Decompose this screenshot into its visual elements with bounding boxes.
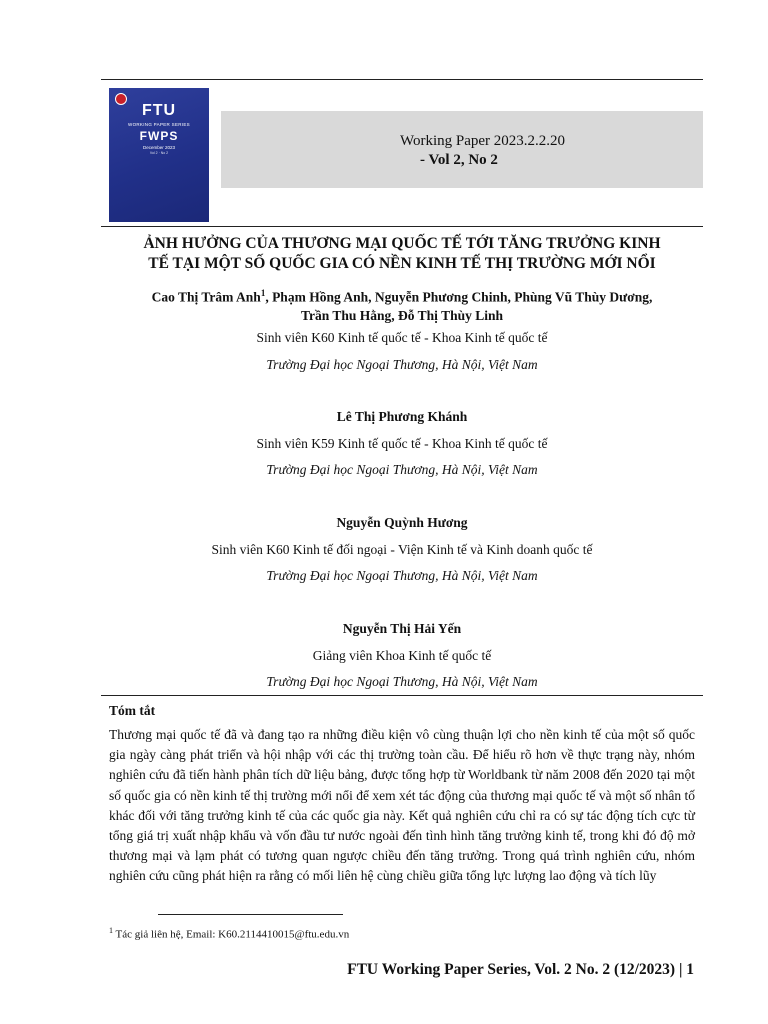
title-line: ẢNH HƯỞNG CỦA THƯƠNG MẠI QUỐC TẾ TỚI TĂNG TRƯỞNG KINH [143, 235, 661, 252]
author-list [101, 284, 703, 325]
author-name: Lê Thị Phương Khánh [336, 409, 468, 424]
author-name: Nguyễn Thị Hải Yến [342, 621, 462, 636]
affiliation-role: Sinh viên K59 Kinh tế quốc tế - Khoa Kinh tế quốc tế [256, 436, 548, 451]
first-author: Cao Thị Trâm Anh [151, 289, 261, 305]
footnote [109, 926, 349, 941]
page-footer: FTU Working Paper Series, Vol. 2 No. 2 (12/2023) | 1 [347, 961, 694, 978]
cover-series: WORKING PAPER SERIES [128, 122, 190, 127]
header-top-rule [101, 79, 703, 80]
author-line: Trần Thu Hằng, Đỗ Thị Thùy Linh [301, 307, 503, 323]
working-paper-number: Working Paper 2023.2.2.20 [400, 133, 566, 149]
header-bottom-rule [101, 226, 703, 227]
abstract-heading: Tóm tắt [109, 703, 156, 718]
affiliation-university: Trường Đại học Ngoại Thương, Hà Nội, Việt Nam [266, 357, 538, 372]
author-line [101, 284, 703, 307]
cover-volume: Vol 2 · No 2 [149, 151, 169, 155]
co-authors: , Phạm Hồng Anh, Nguyễn Phương Chinh, Phùng Vũ Thùy Dương, [265, 289, 653, 305]
cover-date: December 2023 [142, 145, 176, 150]
working-paper-box [221, 111, 703, 188]
affiliation-university: Trường Đại học Ngoại Thương, Hà Nội, Việt Nam [266, 674, 538, 689]
footnote-marker: 1 [260, 288, 266, 298]
author-name: Nguyễn Quỳnh Hương [336, 515, 468, 530]
cover-title: FTU [141, 102, 177, 119]
title-line: TẾ TẠI MỘT SỐ QUỐC GIA CÓ NỀN KINH TẾ THỊ TRƯỜNG MỚI NỔI [148, 255, 656, 272]
working-paper-volume: - Vol 2, No 2 [420, 152, 498, 168]
affiliation-role: Sinh viên K60 Kinh tế đối ngoại - Viện Kinh tế và Kinh doanh quốc tế [211, 542, 593, 557]
footnote-marker: 1 [109, 926, 113, 935]
abstract-body: Thương mại quốc tế đã và đang tạo ra những điều kiện vô cùng thuận lợi cho nền kinh tế của một số quốc gia ngày càng phát triển và hội nhập với các thị trường toàn cầu. Để hiểu rõ hơn về thực trạng này, nhóm nghiên cứu đã tiến hành phân tích dữ liệu bảng, được tổng hợp từ Worldbank từ năm 2008 đến 2020 tại một số quốc gia có nền kinh tế thị trường mới nổi để xem xét tác động của thương mại quốc tế và một số nhân tố khác đối với tăng trưởng kinh tế của các quốc gia này. Kết quả nghiên cứu chỉ ra có sự tác động tích cực từ tổng giá trị xuất nhập khẩu và vốn đầu tư nước ngoài đến tình hình tăng trưởng kinh tế, trong khi đó độ mở thương mại và lạm phát có tương quan ngược chiều đến tăng trưởng. Trong quá trình nghiên cứu, nhóm nghiên cứu cũng phát hiện ra rằng có mối liên hệ cùng chiều giữa tổng lực lượng lao động và tích lũy [109, 727, 695, 884]
affiliation-university: Trường Đại học Ngoại Thương, Hà Nội, Việt Nam [266, 462, 538, 477]
abstract-rule [101, 695, 703, 696]
cover-acronym: FWPS [139, 129, 179, 143]
footnote-text: Tác giả liên hệ, Email: K60.2114410015@ftu.edu.vn [113, 928, 350, 941]
footnote-rule [158, 914, 343, 915]
paper-title [101, 234, 703, 274]
affiliation-role: Sinh viên K60 Kinh tế quốc tế - Khoa Kinh tế quốc tế [256, 330, 548, 345]
series-cover-image [109, 88, 209, 222]
affiliation-university: Trường Đại học Ngoại Thương, Hà Nội, Việt Nam [266, 568, 538, 583]
affiliation-role: Giảng viên Khoa Kinh tế quốc tế [312, 648, 492, 663]
